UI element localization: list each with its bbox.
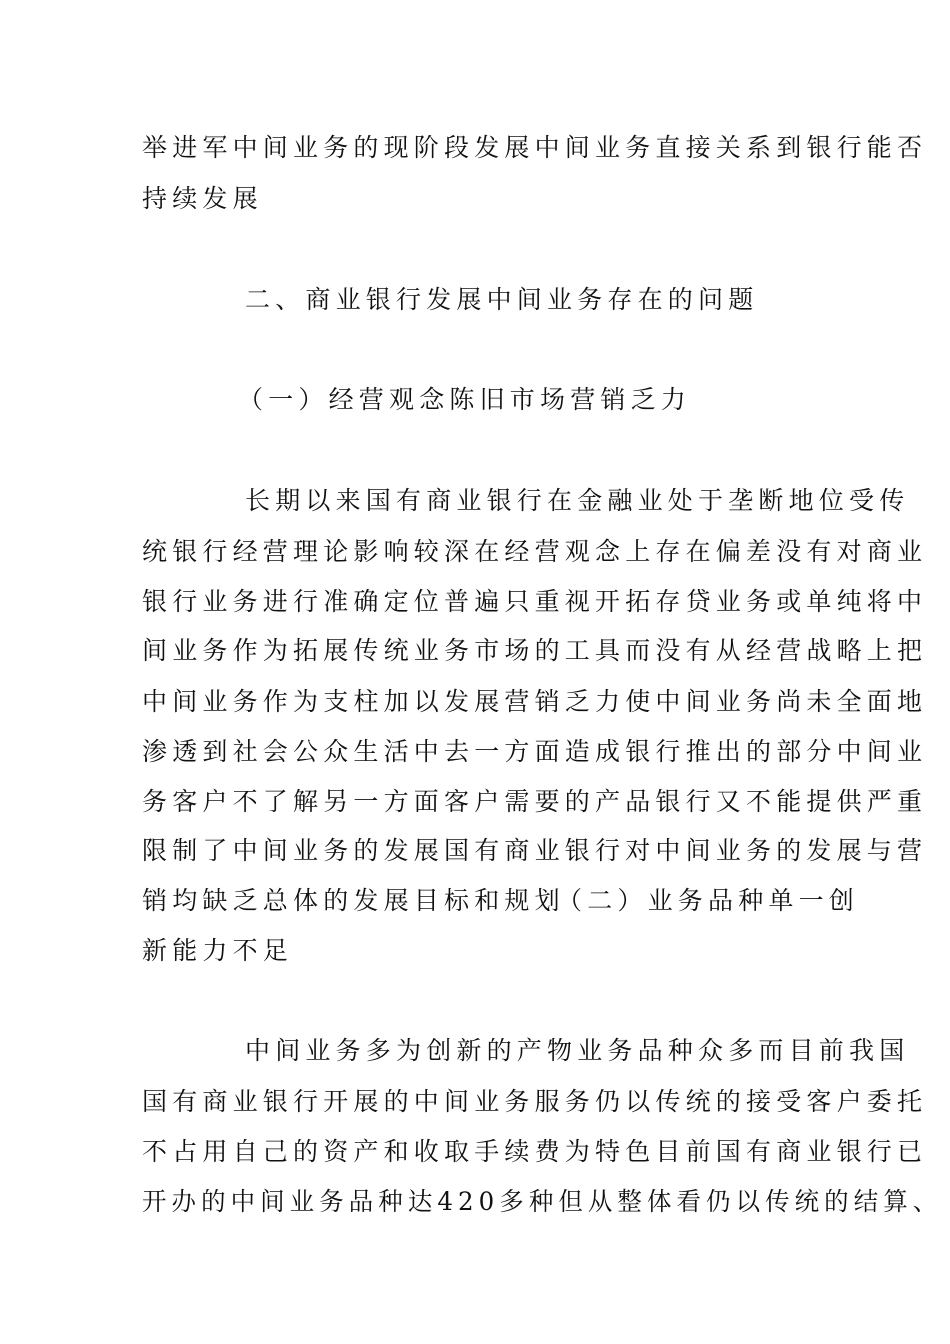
paragraph-line: 国有商业银行开展的中间业务服务仍以传统的接受客户委托 bbox=[142, 1087, 928, 1116]
paragraph-line: 销均缺乏总体的发展目标和规划 bbox=[142, 886, 565, 915]
paragraph-line: 务客户不了解另一方面客户需要的产品银行又不能提供严重 bbox=[142, 787, 928, 816]
subheading-product-variety-cont: 新能力不足 bbox=[142, 936, 294, 965]
paragraph-line: 开办的中间业务品种达420多种但从整体看仍以传统的结算、 bbox=[142, 1187, 943, 1216]
paragraph-line: 不占用自己的资产和收取手续费为特色目前国有商业银行已 bbox=[142, 1137, 928, 1166]
subheading-product-variety: （二）业务品种单一创 bbox=[557, 886, 860, 915]
paragraph-line: 间业务作为拓展传统业务市场的工具而没有从经营战略上把 bbox=[142, 636, 928, 665]
paragraph-line: 银行业务进行准确定位普遍只重视开拓存贷业务或单纯将中 bbox=[142, 587, 928, 616]
subheading-business-concept: （一）经营观念陈旧市场营销乏力 bbox=[238, 385, 692, 414]
paragraph-line: 限制了中间业务的发展国有商业银行对中间业务的发展与营 bbox=[142, 836, 928, 865]
paragraph-line: 中间业务作为支柱加以发展营销乏力使中间业务尚未全面地 bbox=[142, 687, 928, 716]
paragraph-line: 统银行经营理论影响较深在经营观念上存在偏差没有对商业 bbox=[142, 537, 928, 566]
section-heading: 二、商业银行发展中间业务存在的问题 bbox=[245, 285, 759, 314]
intro-line: 持续发展 bbox=[142, 184, 263, 213]
paragraph-line: 渗透到社会公众生活中去一方面造成银行推出的部分中间业 bbox=[142, 737, 928, 766]
paragraph-line: 长期以来国有商业银行在金融业处于垄断地位受传 bbox=[245, 486, 910, 515]
intro-line: 举进军中间业务的现阶段发展中间业务直接关系到银行能否 bbox=[142, 133, 928, 162]
paragraph-line: 中间业务多为创新的产物业务品种众多而目前我国 bbox=[245, 1036, 910, 1065]
